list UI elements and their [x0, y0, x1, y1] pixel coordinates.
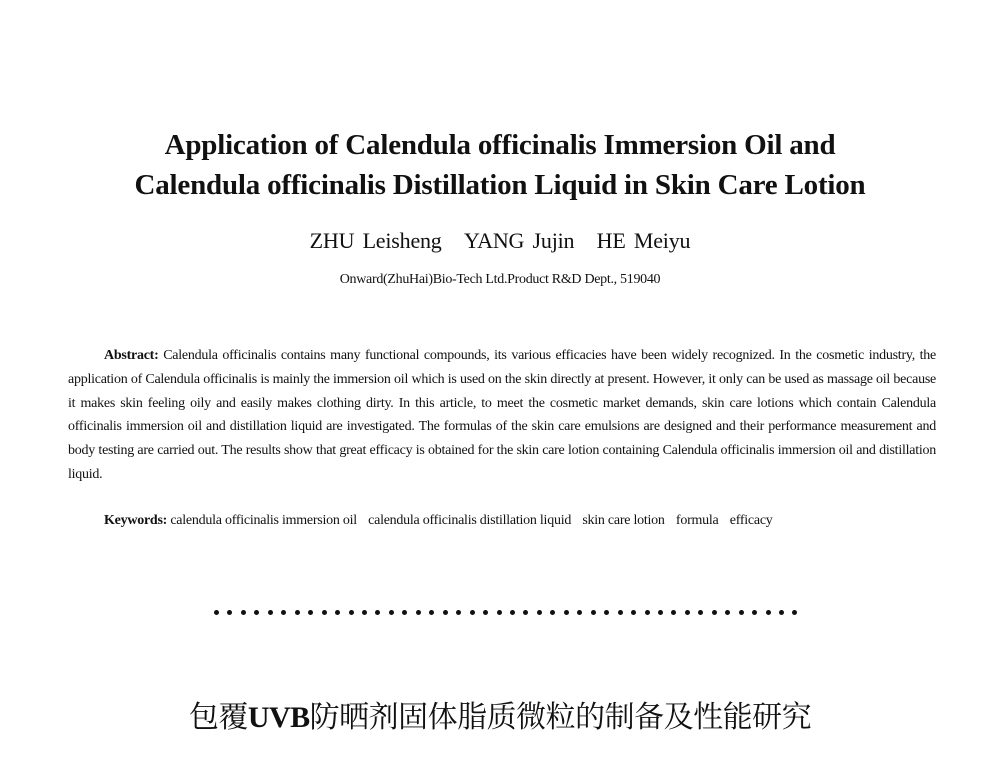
- keyword: calendula officinalis distillation liquid: [368, 513, 572, 528]
- separator-dot: [631, 610, 636, 615]
- paper-title-line-2: Calendula officinalis Distillation Liquid in Skin Care Lotion: [134, 169, 866, 201]
- author-name: YANG Jujin: [463, 228, 575, 253]
- author-list: [0, 228, 1000, 254]
- separator-dot: [645, 610, 650, 615]
- separator-dot: [779, 610, 784, 615]
- author-name: HE Meiyu: [596, 228, 691, 253]
- keyword: formula: [675, 513, 719, 528]
- separator-dot: [618, 610, 623, 615]
- separator-dot: [470, 610, 475, 615]
- keyword: efficacy: [729, 513, 773, 528]
- keywords-line: [104, 513, 964, 529]
- separator-dot: [671, 610, 676, 615]
- separator-dot: [362, 610, 367, 615]
- separator-dot: [456, 610, 461, 615]
- keyword: skin care lotion: [582, 513, 665, 528]
- next-title-prefix: 包覆: [188, 700, 248, 735]
- separator-dot: [604, 610, 609, 615]
- separator-dot: [752, 610, 757, 615]
- dotted-separator: [214, 606, 798, 618]
- separator-dot: [214, 610, 219, 615]
- abstract-paragraph: [68, 344, 936, 487]
- separator-dot: [523, 610, 528, 615]
- separator-dot: [712, 610, 717, 615]
- keywords-label: Keywords:: [104, 513, 168, 528]
- separator-dot: [685, 610, 690, 615]
- separator-dot: [241, 610, 246, 615]
- separator-dot: [725, 610, 730, 615]
- separator-dot: [739, 610, 744, 615]
- separator-dot: [268, 610, 273, 615]
- separator-dot: [564, 610, 569, 615]
- next-article-title: [0, 692, 1000, 736]
- separator-dot: [577, 610, 582, 615]
- separator-dot: [375, 610, 380, 615]
- separator-dot: [389, 610, 394, 615]
- separator-dot: [254, 610, 259, 615]
- separator-dot: [429, 610, 434, 615]
- separator-dot: [510, 610, 515, 615]
- separator-dot: [658, 610, 663, 615]
- separator-dot: [402, 610, 407, 615]
- keyword: calendula officinalis immersion oil: [170, 513, 357, 528]
- separator-dot: [698, 610, 703, 615]
- separator-dot: [349, 610, 354, 615]
- separator-dot: [416, 610, 421, 615]
- abstract-label: Abstract:: [104, 348, 159, 363]
- separator-dot: [483, 610, 488, 615]
- separator-dot: [443, 610, 448, 615]
- separator-dot: [497, 610, 502, 615]
- paper-title-line-1: Application of Calendula officinalis Immersion Oil and: [164, 129, 836, 161]
- separator-dot: [591, 610, 596, 615]
- separator-dot: [322, 610, 327, 615]
- separator-dot: [550, 610, 555, 615]
- separator-dot: [281, 610, 286, 615]
- next-title-suffix: 防晒剂固体脂质微粒的制备及性能研究: [309, 700, 812, 735]
- abstract-text: Calendula officinalis contains many functional compounds, its various efficacies have been widely recognized. In the cosmetic industry, the application of Calendula officinalis is mainly the immersion oil which is used on the skin directly at present. However, it only can be used as massage oil because it makes skin feeling oily and easily makes clothing dirty. In this article, to meet the cosmetic market demands, skin care lotions which contain Calendula officinalis immersion oil and distillation liquid are investigated. The formulas of the skin care emulsions are designed and their performance measurement and body testing are carried out. The results show that great efficacy is obtained for the skin care lotion containing Calendula officinalis immersion oil and distillation liquid.: [68, 348, 936, 482]
- author-affiliation: Onward(ZhuHai)Bio-Tech Ltd.Product R&D Dept., 519040: [339, 272, 661, 287]
- separator-dot: [308, 610, 313, 615]
- separator-dot: [537, 610, 542, 615]
- separator-dot: [766, 610, 771, 615]
- next-title-latin: UVB: [247, 701, 310, 734]
- author-name: ZHU Leisheng: [309, 228, 442, 253]
- separator-dot: [295, 610, 300, 615]
- separator-dot: [792, 610, 797, 615]
- separator-dot: [227, 610, 232, 615]
- separator-dot: [335, 610, 340, 615]
